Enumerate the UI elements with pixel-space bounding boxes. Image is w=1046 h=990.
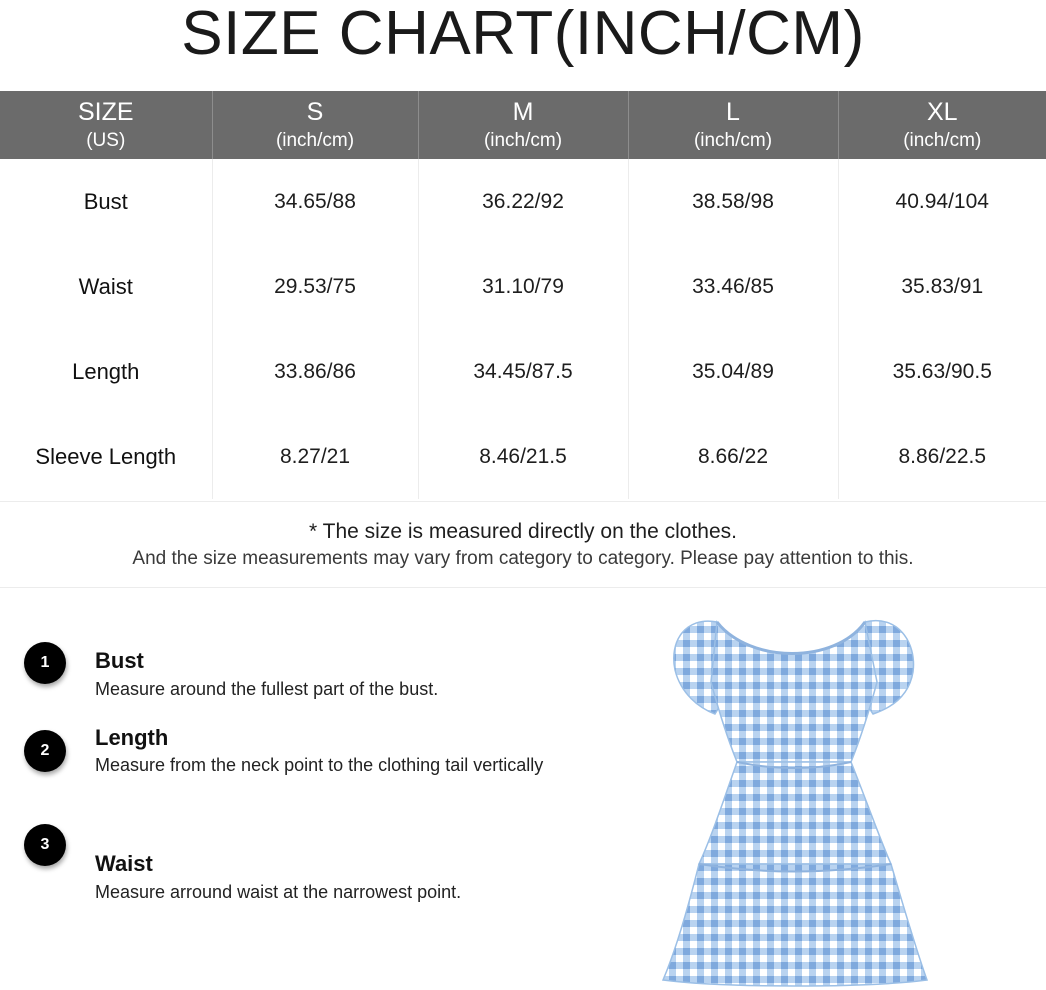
- header-m: [418, 91, 628, 159]
- header-unit: (inch/cm): [693, 130, 773, 151]
- header-unit: (US): [86, 130, 126, 151]
- dress-illustration: [655, 612, 935, 988]
- table-cell: 8.46/21.5: [418, 414, 628, 499]
- table-cell: 31.10/79: [418, 244, 628, 329]
- guide-title: Bust: [95, 648, 144, 673]
- step-number-badge: 2: [24, 730, 66, 772]
- header-size: [0, 91, 212, 159]
- table-cell: 8.27/21: [212, 414, 418, 499]
- guide-item-length: [24, 725, 564, 810]
- guide-item-waist: [24, 824, 564, 904]
- step-number-badge: 1: [24, 642, 66, 684]
- row-label: Length: [0, 329, 212, 414]
- table-cell: 33.86/86: [212, 329, 418, 414]
- note-secondary: And the size measurements may vary from category to category. Please pay attention to this.: [132, 548, 914, 569]
- table-row: [0, 414, 1046, 499]
- note-primary: * The size is measured directly on the clothes.: [309, 520, 737, 543]
- table-cell: 38.58/98: [628, 159, 838, 244]
- row-label: Bust: [0, 159, 212, 244]
- size-chart-table: [0, 91, 1046, 499]
- table-cell: 35.63/90.5: [892, 359, 992, 383]
- header-label: SIZE: [77, 98, 134, 126]
- table-cell: 36.22/92: [418, 159, 628, 244]
- table-row: [0, 244, 1046, 329]
- guide-description: Measure arround waist at the narrowest point.: [95, 882, 462, 902]
- table-cell: 33.46/85: [628, 244, 838, 329]
- header-unit: (inch/cm): [275, 130, 355, 151]
- table-cell: 34.65/88: [212, 159, 418, 244]
- measurement-note: [0, 501, 1046, 588]
- table-cell: 35.04/89: [628, 329, 838, 414]
- guide-title: Length: [95, 725, 169, 750]
- table-cell: 40.94/104: [895, 189, 989, 213]
- table-cell: 35.83/91: [901, 274, 984, 298]
- guide-description: Measure from the neck point to the clothing tail vertically: [95, 755, 544, 775]
- table-cell: 34.45/87.5: [418, 329, 628, 414]
- header-l: [628, 91, 838, 159]
- header-unit: (inch/cm): [903, 130, 982, 151]
- table-row: [0, 329, 1046, 414]
- header-label: S: [306, 98, 324, 126]
- row-label: Sleeve Length: [0, 414, 212, 499]
- guide-title: Waist: [95, 851, 153, 876]
- header-label: L: [726, 98, 740, 126]
- header-unit: (inch/cm): [483, 130, 563, 151]
- table-row: [0, 159, 1046, 244]
- header-label: XL: [926, 98, 958, 126]
- table-header-row: [0, 91, 1046, 159]
- table-cell: 8.86/22.5: [898, 444, 987, 468]
- row-label: Waist: [0, 244, 212, 329]
- table-cell: 29.53/75: [212, 244, 418, 329]
- header-xl: [838, 91, 1046, 159]
- header-s: [212, 91, 418, 159]
- step-number-badge: 3: [24, 824, 66, 866]
- page-title: SIZE CHART(INCH/CM): [181, 0, 865, 68]
- table-cell: 8.66/22: [628, 414, 838, 499]
- header-label: M: [512, 98, 534, 126]
- guide-description: Measure around the fullest part of the bust.: [95, 679, 439, 699]
- guide-item-bust: [24, 642, 564, 702]
